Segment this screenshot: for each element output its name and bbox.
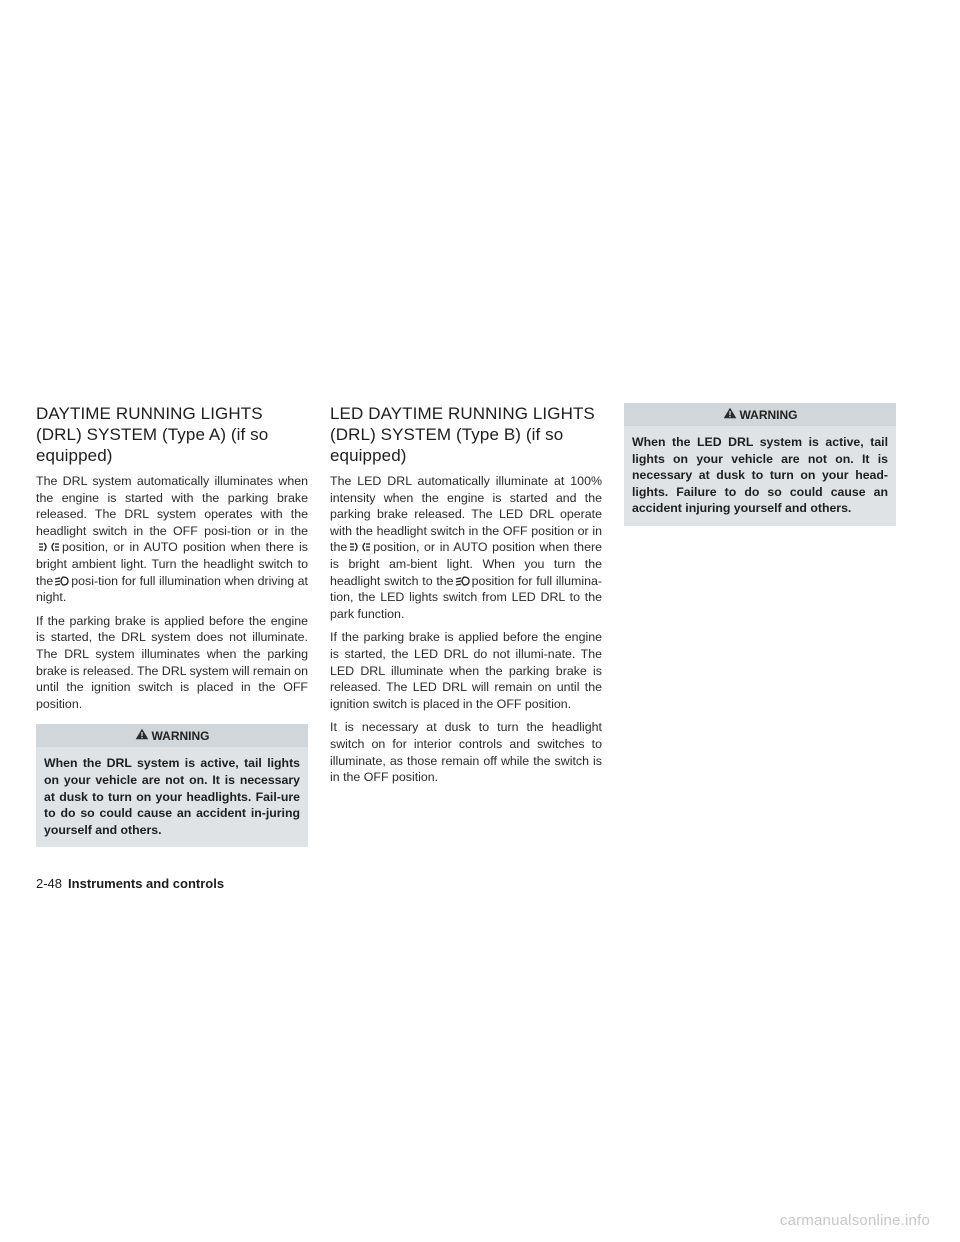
paragraph-drl-b-2: If the parking brake is applied before the engine is started, the LED DRL do not illumi-nate. The LED DRL illuminate when the parking brake is released. The LED DRL will remain on until the ignition switch is placed in the OFF position. [330, 630, 602, 711]
warning-header [36, 724, 308, 747]
warning-title: WARNING [151, 728, 210, 743]
position-light-icon [38, 542, 60, 552]
heading-drl-type-b: LED DAYTIME RUNNING LIGHTS (DRL) SYSTEM (Type B) (if so equipped) [330, 404, 595, 465]
text-run: The LED DRL automatically illuminate at 100% intensity when the engine is started and the parking brake released. The LED DRL operate with the headlight switch in the OFF position or in the [330, 474, 602, 555]
position-light-icon [349, 542, 371, 552]
warning-header [624, 403, 896, 426]
paragraph-drl-a-2: If the parking brake is applied before the engine is started, the DRL system does not illuminate. The DRL system illuminates when the parking brake is released. The DRL system will remain on until the ignition switch is placed in the OFF position. [36, 613, 309, 711]
paragraph-drl-b-3: It is necessary at dusk to turn the headlight switch on for interior controls and switches to illuminate, as those remain off while the switch is in the OFF position. [330, 720, 602, 785]
column-drl-type-b [330, 403, 602, 793]
paragraph-drl-a-1 [36, 473, 308, 606]
text-run: position for full illumina-tion, the LED lights switch from LED DRL to the park function. [330, 573, 603, 621]
text-run: The DRL system automatically illuminates when the engine is started with the parking brake released. The DRL system operates with the headlight switch in the OFF posi-tion or in the [36, 474, 308, 538]
warning-triangle-icon [135, 728, 149, 743]
section-title: Instruments and controls [68, 876, 225, 891]
text-run: posi-tion for full illumination when driving at night. [36, 573, 308, 605]
text-run: position, or in AUTO position when there is bright am-bient light. When you turn the headlight switch to the [330, 540, 602, 588]
headlight-icon [456, 576, 470, 586]
text-run: position, or in AUTO position when there is bright ambient light. Turn the headlight switch to the [36, 540, 308, 588]
paragraph-drl-b-1 [330, 473, 602, 622]
column-warning-led [624, 403, 896, 532]
warning-triangle-icon [723, 407, 737, 422]
page-footer [36, 876, 224, 891]
warning-text: When the DRL system is active, tail lights on your vehicle are not on. It is necessary at dusk to turn on your headlights. Fail-ure to do so could cause an accident in-juring yourself and others. [36, 747, 308, 847]
warning-title: WARNING [739, 407, 798, 422]
headlight-icon [55, 576, 69, 586]
page-number: 2-48 [36, 876, 63, 891]
warning-text: When the LED DRL system is active, tail lights on your vehicle are not on. It is necessary at dusk to turn on your head-lights. Failure to do so could cause an accident injuring yourself and others. [624, 426, 896, 526]
warning-box-drl-a [36, 724, 308, 847]
watermark: carmanualsonline.info [779, 1212, 930, 1229]
heading-drl-type-a: DAYTIME RUNNING LIGHTS (DRL) SYSTEM (Type A) (if so equipped) [36, 404, 269, 465]
column-drl-type-a [36, 403, 308, 853]
warning-box-led-drl [624, 403, 896, 526]
